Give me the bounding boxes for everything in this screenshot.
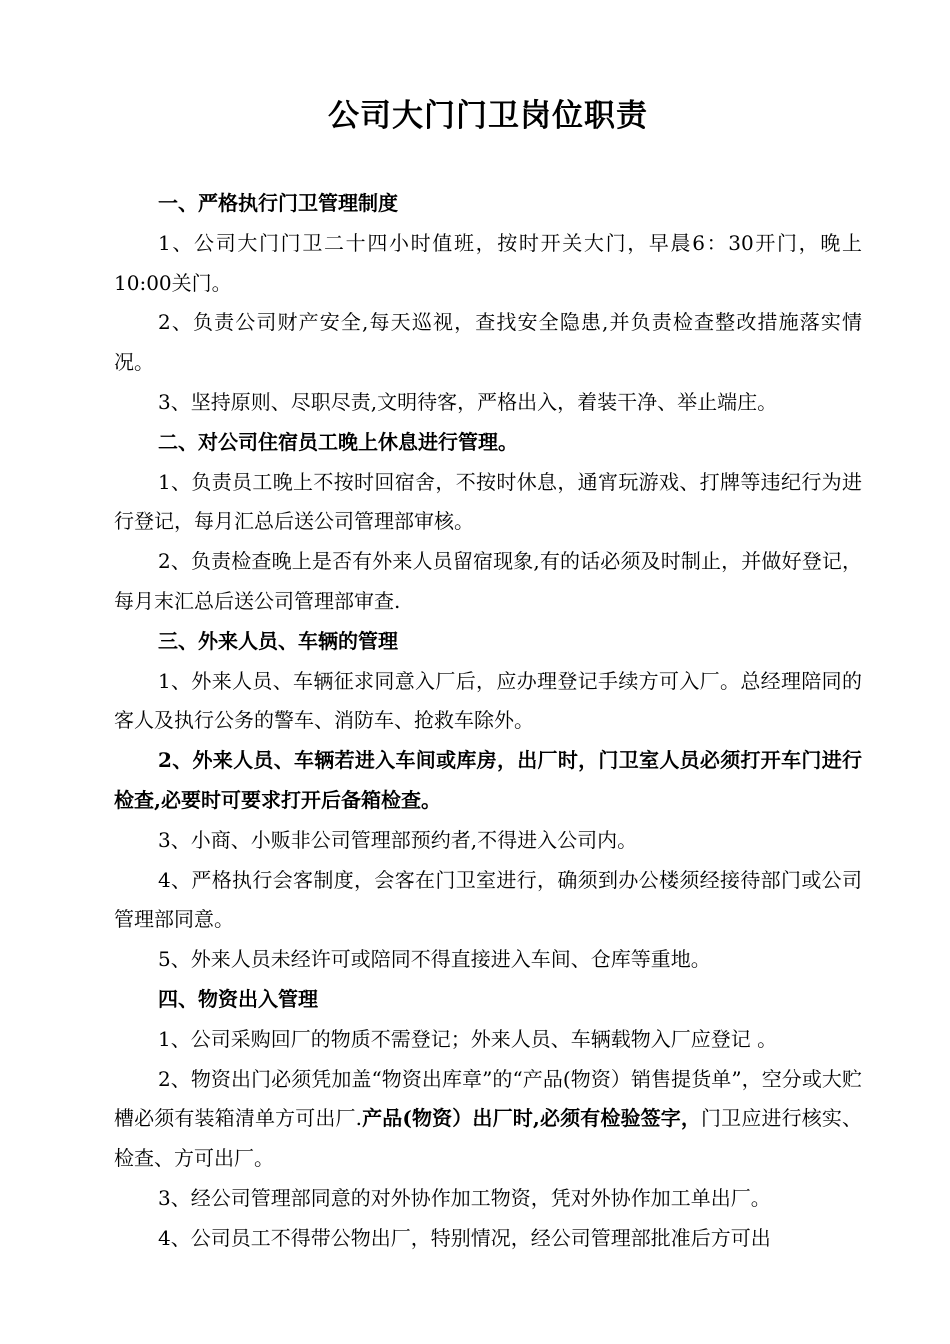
section-4-item-2-text: 2、物资出门必须凭加盖“物资出库章”的“产品(物资）销售提货单”，空分或大贮槽必须有装箱清单方可出厂.	[114, 1066, 862, 1131]
section-1-item-2: 2、负责公司财产安全,每天巡视，查找安全隐患,并负责检查整改措施落实情况。	[114, 310, 862, 375]
section-4-item-2-bold: 产品(物资）出厂时,必须有检验签字，	[362, 1106, 702, 1131]
document-body	[114, 184, 862, 1259]
section-3-item-1: 1、外来人员、车辆征求同意入厂后，应办理登记手续方可入厂。总经理陪同的客人及执行公务的警车、消防车、抢救车除外。	[114, 668, 862, 733]
section-3-item-2: 2、外来人员、车辆若进入车间或库房，出厂时，门卫室人员必须打开车门进行检查,必要时可要求打开后备箱检查。	[114, 748, 862, 812]
section-heading-2: 二、对公司住宿员工晚上休息进行管理。	[158, 429, 518, 454]
section-3-item-3: 3、小商、小贩非公司管理部预约者,不得进入公司内。	[158, 827, 638, 852]
section-heading-4: 四、物资出入管理	[158, 986, 318, 1011]
section-3-item-5: 5、外来人员未经许可或陪同不得直接进入车间、仓库等重地。	[158, 947, 711, 972]
section-4-item-4: 4、公司员工不得带公物出厂，特别情况，经公司管理部批准后方可出	[158, 1225, 771, 1250]
section-4-item-3: 3、经公司管理部同意的对外协作加工物资，凭对外协作加工单出厂。	[158, 1185, 771, 1210]
section-heading-3: 三、外来人员、车辆的管理	[158, 628, 398, 653]
section-3-item-4: 4、严格执行会客制度，会客在门卫室进行，确须到办公楼须经接待部门或公司管理部同意。	[114, 867, 862, 932]
section-2-item-2: 2、负责检查晚上是否有外来人员留宿现象,有的话必须及时制止，并做好登记，每月末汇总后送公司管理部审查.	[114, 549, 862, 613]
document-title: 公司大门门卫岗位职责	[328, 98, 648, 134]
section-1-item-3: 3、坚持原则、尽职尽责,文明待客，严格出入，着装干净、举止端庄。	[158, 389, 778, 414]
section-heading-1: 一、严格执行门卫管理制度	[158, 191, 398, 215]
section-4-item-2	[114, 1060, 862, 1179]
section-4-item-2-tail: 门卫应进行核实、检查、方可出厂。	[114, 1106, 863, 1171]
section-2-item-1: 1、负责员工晚上不按时回宿舍，不按时休息，通宵玩游戏、打牌等违纪行为进行登记，每月汇总后送公司管理部审核。	[114, 469, 862, 534]
section-4-item-1: 1、公司采购回厂的物质不需登记；外来人员、车辆载物入厂应登记 。	[158, 1026, 778, 1051]
section-1-item-1: 1、公司大门门卫二十四小时值班，按时开关大门，早晨6：30开门，晚上10:00关门。	[114, 230, 862, 295]
